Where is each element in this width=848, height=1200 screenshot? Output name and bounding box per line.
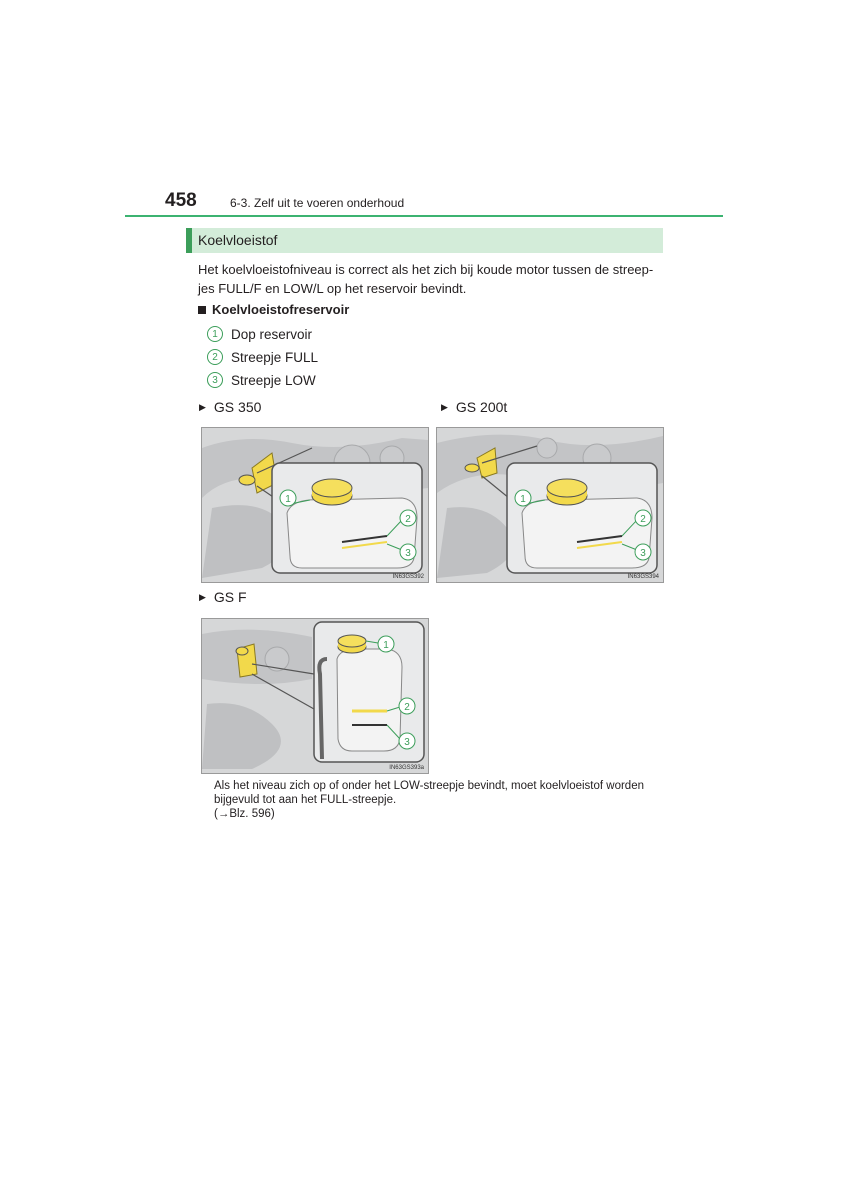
section-title: Koelvloeistof [198,232,278,248]
number-circle-icon: 1 [207,326,223,342]
intro-line: Het koelvloeistofniveau is correct als het zich bij koude motor tussen de streep- [198,262,654,277]
square-bullet-icon [198,306,206,314]
callout-3: 3 [640,548,646,559]
variant-label-gs200t: ▶ GS 200t [441,399,508,415]
page-number: 458 [165,190,197,211]
legend-item [207,372,316,388]
engine-illustration [202,428,428,582]
legend-item [207,349,318,365]
callout-2: 2 [404,702,410,713]
note-line: Als het niveau zich op of onder het LOW-streepje bevindt, moet koelvloeistof worden [214,780,644,792]
intro-paragraph [198,260,660,298]
variant-label-gs350: ▶ GS 350 [199,399,262,415]
number-circle-icon: 3 [207,372,223,388]
engine-figure-gsf [201,618,429,774]
triangle-bullet-icon: ▶ [199,401,206,412]
variant-label-gsf: ▶ GS F [199,589,247,605]
callout-1: 1 [383,640,389,651]
image-code: IN63GS393a [389,765,424,771]
intro-line: jes FULL/F en LOW/L op het reservoir bevindt. [198,281,467,296]
reservoir-heading: Koelvloeistofreservoir [198,302,349,317]
callout-2: 2 [640,514,646,525]
number-circle-icon: 2 [207,349,223,365]
header-rule [125,215,723,217]
engine-figure-gs350 [201,427,429,583]
refill-note [214,779,664,821]
image-code: IN63GS394 [627,574,659,580]
callout-3: 3 [404,737,410,748]
running-head: 6-3. Zelf uit te voeren onderhoud [230,196,405,210]
legend-item [207,326,312,342]
triangle-bullet-icon: ▶ [441,401,448,412]
triangle-bullet-icon: ▶ [199,591,206,602]
engine-illustration [437,428,663,582]
callout-3: 3 [405,548,411,559]
note-line: bijgevuld tot aan het FULL-streepje. [214,794,397,806]
callout-1: 1 [285,494,291,505]
engine-figure-gs200t [436,427,664,583]
legend-label: Streepje FULL [231,349,319,365]
callout-2: 2 [405,514,411,525]
legend-label: Dop reservoir [231,326,313,342]
page-reference: (→Blz. 596) [214,808,275,820]
callout-1: 1 [520,494,526,505]
engine-illustration [202,619,428,773]
section-accent [186,228,192,253]
legend-label: Streepje LOW [231,372,316,388]
image-code: IN63GS392 [392,574,424,580]
